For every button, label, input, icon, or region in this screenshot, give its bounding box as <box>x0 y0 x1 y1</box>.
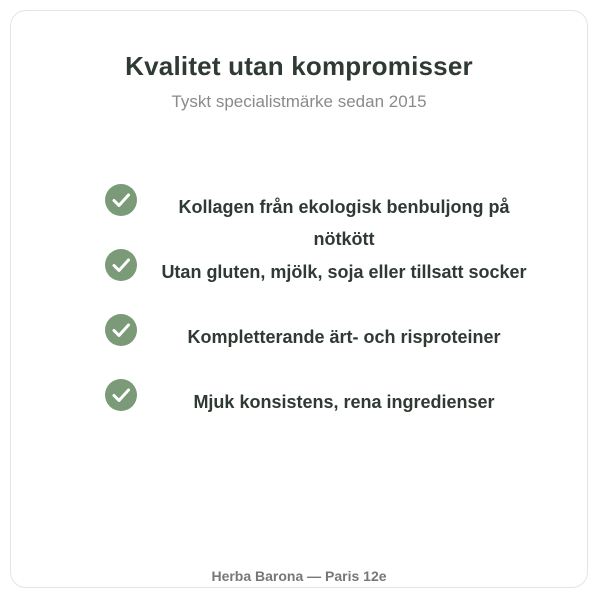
check-circle-icon <box>105 249 137 281</box>
feature-text: Utan gluten, mjölk, soja eller tillsatt socker <box>161 262 527 282</box>
feature-item <box>105 314 535 374</box>
feature-text: Mjuk konsistens, rena ingredienser <box>193 392 495 412</box>
check-circle-icon <box>105 184 137 216</box>
feature-item <box>105 379 535 439</box>
feature-text: Kollagen från ekologisk benbuljong på nötkött <box>178 197 510 249</box>
check-circle-icon <box>105 314 137 346</box>
feature-item <box>105 249 535 309</box>
card-subtitle: Tyskt specialistmärke sedan 2015 <box>171 92 427 111</box>
check-circle-icon <box>105 379 137 411</box>
feature-text: Kompletterande ärt- och risproteiner <box>187 327 501 347</box>
feature-item <box>105 184 535 249</box>
card-title: Kvalitet utan kompromisser <box>125 51 473 81</box>
footer-text: Herba Barona — Paris 12e <box>211 568 387 584</box>
feature-card <box>10 10 588 588</box>
